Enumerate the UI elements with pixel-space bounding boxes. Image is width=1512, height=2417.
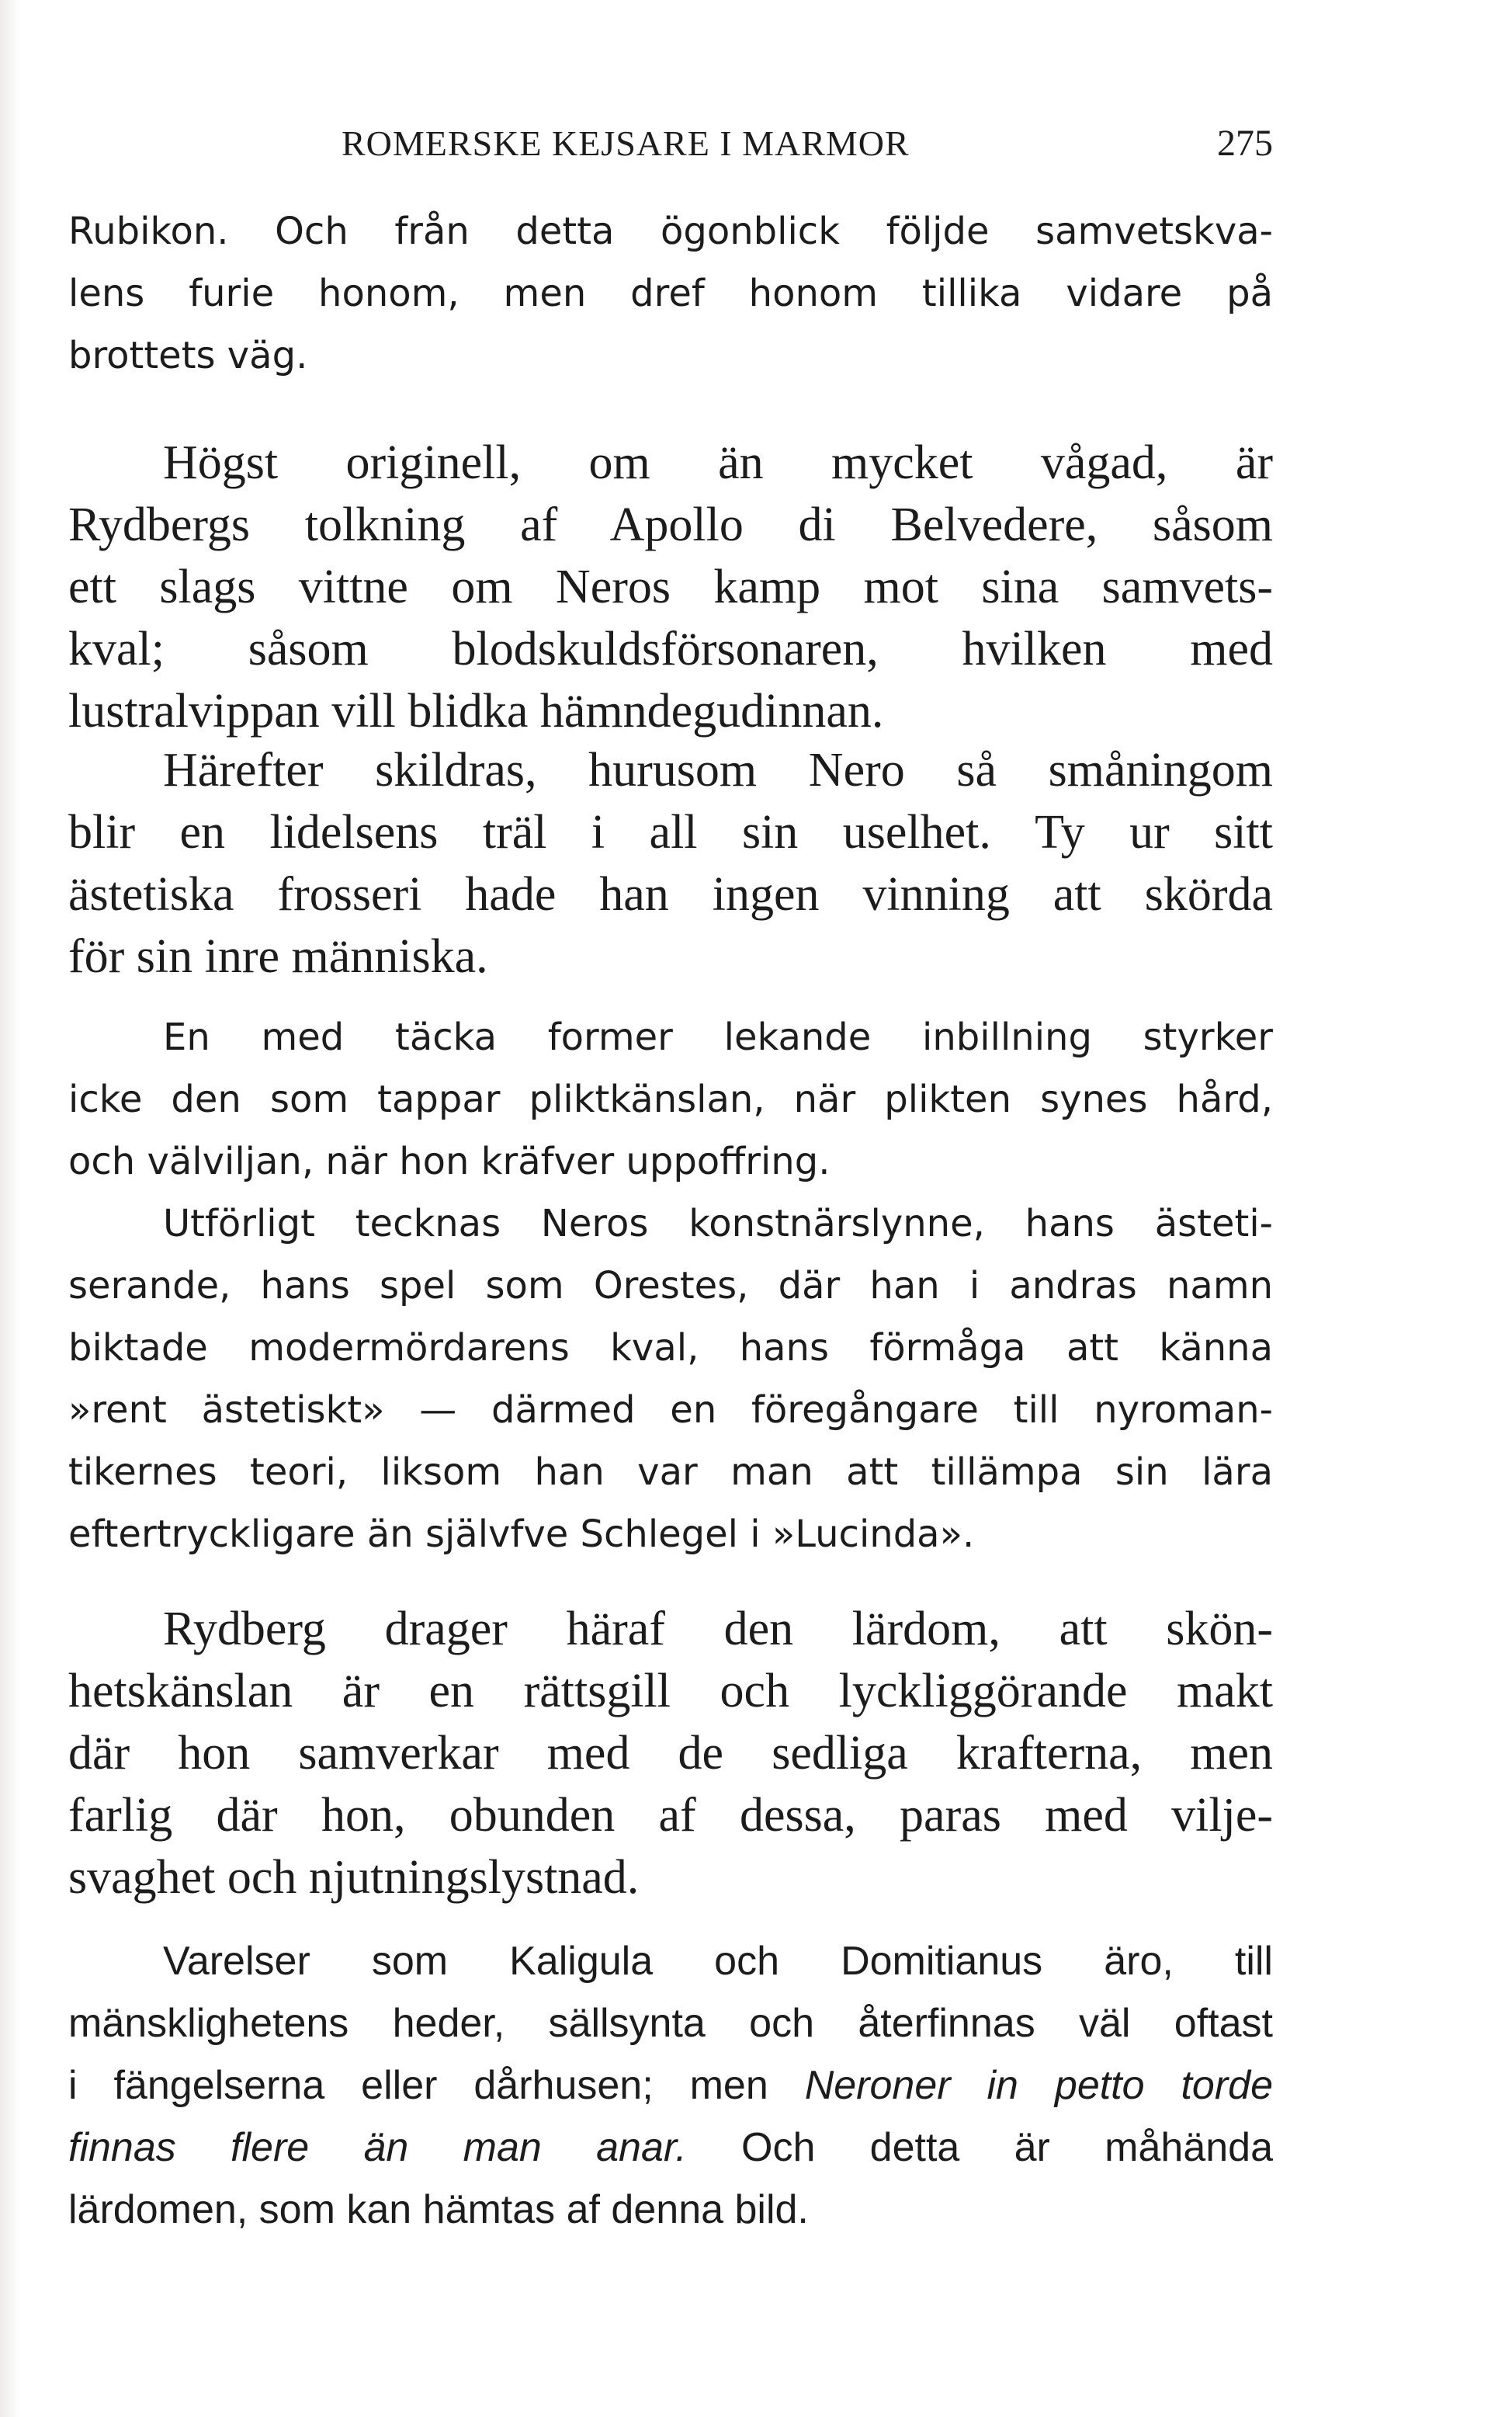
text-line: »rent ästetiskt» — därmed en föregångare till nyroman-	[68, 1388, 1273, 1432]
text-line: Rydberg drager häraf den lärdom, att skön-	[163, 1603, 1273, 1655]
text-line: Utförligt tecknas Neros konstnärslynne, hans ästeti-	[163, 1202, 1273, 1245]
text-line: tikernes teori, liksom han var man att tillämpa sin lära	[68, 1450, 1273, 1494]
text-line: ästetiska frosseri hade han ingen vinning att skörda	[68, 868, 1273, 921]
text-line: mänsklighetens heder, sällsynta och återfinnas väl oftast	[68, 2001, 1273, 2046]
text-line: En med täcka former lekande inbillning styrker	[163, 1016, 1273, 1059]
text-line: lustralvippan vill blidka hämndegudinnan.	[68, 685, 884, 738]
page-number: 275	[1217, 123, 1273, 164]
text-line: lens furie honom, men dref honom tillika vidare på	[68, 272, 1273, 315]
text-line: Härefter skildras, hurusom Nero så småningom	[163, 744, 1273, 797]
text-line: blir en lidelsens träl i all sin uselhet. Ty ur sitt	[68, 806, 1273, 859]
text-line	[68, 2117, 1273, 2179]
paragraph-4	[68, 1006, 1273, 1193]
italic-run: finnas flere än man anar.	[68, 2125, 687, 2170]
text-line: brottets väg.	[68, 334, 308, 377]
page-header	[68, 116, 1273, 171]
text-line: svaghet och njutningslystnad.	[68, 1851, 640, 1904]
text-line: Rubikon. Och från detta ögonblick följde samvetskva-	[68, 210, 1273, 253]
paragraph-1	[68, 200, 1273, 387]
text-run: Och detta är måhända	[686, 2125, 1273, 2170]
text-line: Högst originell, om än mycket vågad, är	[163, 436, 1273, 489]
text-run: i fängelserna eller dårhusen; men	[68, 2063, 805, 2108]
text-line: lärdomen, som kan hämtas af denna bild.	[68, 2187, 809, 2232]
italic-run: Neroner in petto torde	[804, 2063, 1274, 2108]
text-line: hetskänslan är en rättsgill och lyckliggörande makt	[68, 1665, 1273, 1717]
text-line: farlig där hon, obunden af dessa, paras med vilje-	[68, 1789, 1273, 1842]
paragraph-7	[68, 1930, 1273, 2241]
text-line	[68, 2054, 1273, 2117]
text-line: för sin inre människa.	[68, 930, 488, 983]
paragraph-2	[68, 432, 1273, 742]
page-edge-shadow	[0, 0, 20, 2417]
text-line: och välviljan, när hon kräfver uppoffring.	[68, 1140, 831, 1183]
text-line: icke den som tappar pliktkänslan, när plikten synes hård,	[68, 1078, 1273, 1121]
text-line: serande, hans spel som Orestes, där han i andras namn	[68, 1264, 1273, 1307]
text-line: eftertryckligare än självfve Schlegel i »Lucinda».	[68, 1512, 975, 1556]
running-title: ROMERSKE KEJSARE I MARMOR	[342, 123, 910, 163]
paragraph-3	[68, 739, 1273, 988]
text-line: Rydbergs tolkning af Apollo di Belvedere, såsom	[68, 498, 1273, 551]
paragraph-5	[68, 1193, 1273, 1565]
paragraph-6	[68, 1598, 1273, 1908]
text-line: biktade modermördarens kval, hans förmåga att känna	[68, 1326, 1273, 1370]
text-line: Varelser som Kaligula och Domitianus äro, till	[163, 1939, 1273, 1984]
text-line: ett slags vittne om Neros kamp mot sina samvets-	[68, 561, 1273, 613]
text-line: kval; såsom blodskuldsförsonaren, hvilken med	[68, 623, 1273, 675]
text-line: där hon samverkar med de sedliga krafterna, men	[68, 1727, 1273, 1780]
